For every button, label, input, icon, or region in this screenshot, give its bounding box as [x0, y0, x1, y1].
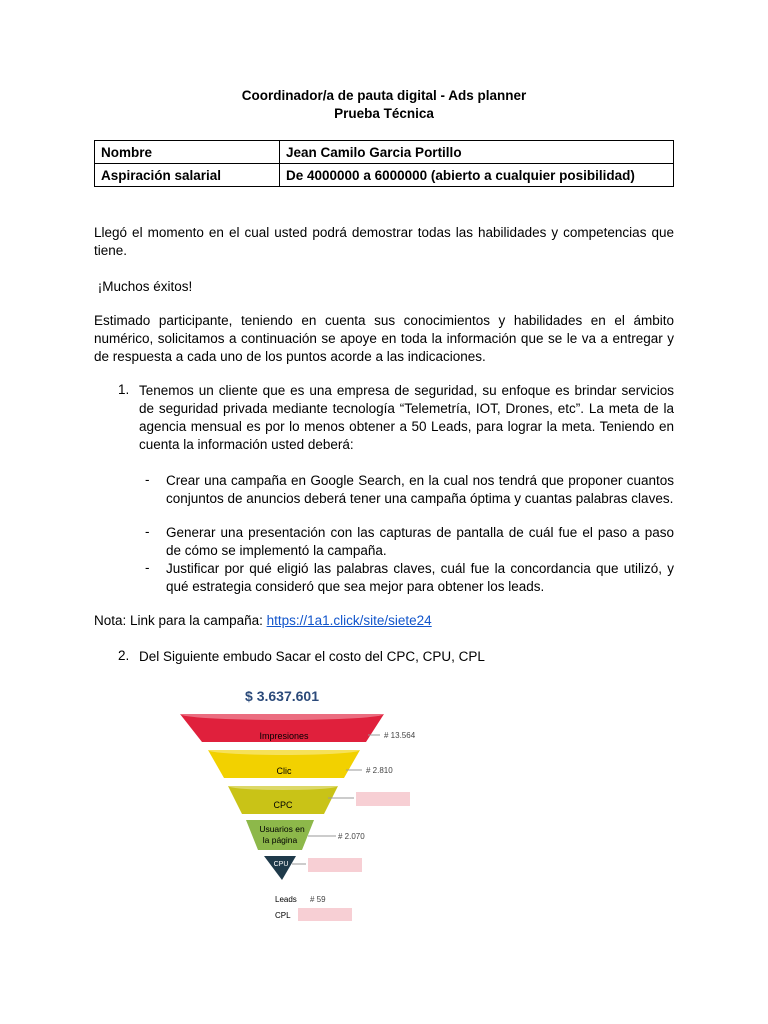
funnel-stage-value: # 13.564 — [384, 731, 416, 740]
funnel-stage-rim — [228, 782, 338, 790]
point-1-text: Tenemos un cliente que es una empresa de seguridad, su enfoque es brindar servicios de seguridad privada mediante tecnología “Telemetría, IOT, Drones, etc”. La meta de la agencia mensual es por lo menos obtener a 50 Leads, para lograr la meta. Teniendo en cuenta la información usted deberá: — [139, 383, 674, 452]
funnel-stage-label: CPU — [273, 861, 289, 868]
campaign-link[interactable]: https://1a1.click/site/siete24 — [266, 613, 432, 628]
candidate-info-table — [94, 140, 674, 187]
table-cell-label: Nombre — [95, 141, 280, 164]
point-2-text: Del Siguiente embudo Sacar el costo del CPC, CPU, CPL — [139, 649, 485, 664]
point-2-number: 2. — [118, 648, 130, 663]
leads-value: # 59 — [310, 895, 326, 904]
bullet-item: Crear una campaña en Google Search, en la cual nos tendrá que proponer cuantos conjuntos de anuncios deberá tener una campaña óptima y cuantas palabras claves. — [166, 473, 674, 506]
funnel-stage-label: Usuarios en — [259, 824, 305, 834]
cpl-answer-box[interactable] — [298, 908, 352, 921]
document-subtitle: Prueba Técnica — [334, 106, 434, 121]
good-luck-text — [94, 278, 674, 296]
funnel-stage-value: # 2.070 — [338, 832, 365, 841]
table-row — [95, 141, 674, 164]
bullet-item: Generar una presentación con las capturas de pantalla de cuál fue el paso a paso de cómo se implementó la campaña. — [166, 525, 674, 558]
point-1-number: 1. — [118, 382, 130, 397]
table-cell-value: Jean Camilo Garcia Portillo — [280, 141, 674, 164]
note-line — [94, 612, 674, 630]
cpc-answer-box[interactable] — [356, 792, 410, 806]
funnel-stage-rim — [180, 708, 384, 720]
bullet-marker: - — [145, 524, 150, 539]
leads-label: Leads — [275, 895, 297, 904]
funnel-stage-rim — [208, 745, 360, 755]
funnel-stage-label: la página — [262, 835, 298, 845]
sales-funnel-diagram — [178, 680, 478, 930]
funnel-stage-label: Clic — [276, 766, 292, 776]
funnel-stage-cpu — [264, 856, 296, 880]
cpu-answer-box[interactable] — [308, 858, 362, 872]
bullet-item: Justificar por qué eligió las palabras claves, cuál fue la concordancia que utilizó, y qué estrategia consideró que sea mejor para obtener los leads. — [166, 561, 674, 594]
funnel-stage-value: # 2.810 — [366, 766, 393, 775]
note-label: Nota: Link para la campaña: — [94, 613, 267, 628]
instructions-paragraph: Estimado participante, teniendo en cuenta sus conocimientos y habilidades en el ámbito numérico, solicitamos a continuación se apoye en toda la información que se le va a entregar y de respuesta a cada uno de los puntos acorde a las indicaciones. — [94, 313, 674, 364]
document-title: Coordinador/a de pauta digital - Ads planner — [241, 88, 527, 103]
bullet-marker: - — [145, 472, 150, 487]
cpl-label: CPL — [275, 911, 291, 920]
funnel-total-amount: $ 3.637.601 — [245, 688, 319, 704]
table-cell-value: De 4000000 a 6000000 (abierto a cualquier posibilidad) — [280, 164, 674, 187]
bullet-marker: - — [145, 560, 150, 575]
funnel-stage-label: Impresiones — [259, 731, 309, 741]
table-row — [95, 164, 674, 187]
table-cell-label: Aspiración salarial — [95, 164, 280, 187]
funnel-stage-label: CPC — [273, 800, 293, 810]
good-luck-label: ¡Muchos éxitos! — [97, 279, 193, 294]
intro-paragraph: Llegó el momento en el cual usted podrá demostrar todas las habilidades y competencias que tiene. — [94, 225, 674, 258]
